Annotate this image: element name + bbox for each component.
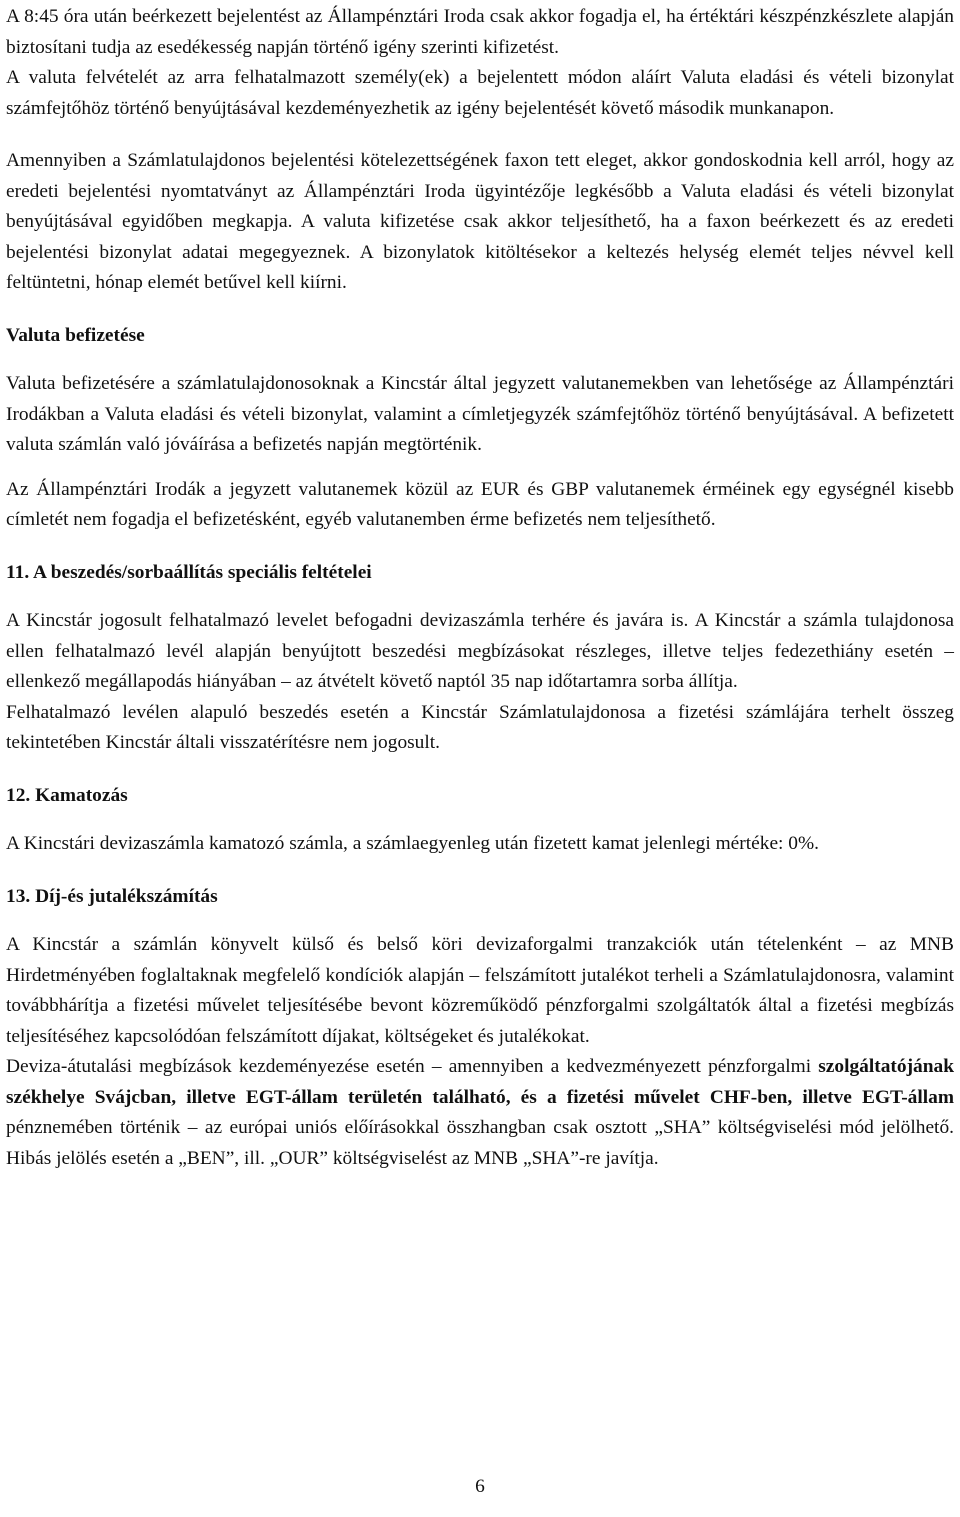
paragraph-late-notification: A 8:45 óra után beérkezett bejelentést az Állampénztári Iroda csak akkor fogadja el, ha értéktári készpénzkészlete alapján biztosítani tudja az esedékesség napján történő igény szerinti kifizetést. bbox=[6, 6, 954, 58]
paragraph-withdrawal: A valuta felvételét az arra felhatalmazott személy(ek) a bejelentett módon aláírt Valuta eladási és vételi bizonylat számfejtőhöz történő benyújtásával kezdeményezhetik az igény bejelentését követő második munkanapon. bbox=[6, 67, 954, 119]
heading-section-13: 13. Díj-és jutalékszámítás bbox=[6, 885, 218, 907]
transfer-text-bold: szolgáltatójának székhelye Svájcban, illetve EGT-állam területén található, és a fizetési művelet CHF-ben, illetve EGT-állam bbox=[6, 1056, 954, 1108]
paragraph-transfer-orders bbox=[6, 1052, 954, 1174]
paragraph-fax-notification: Amennyiben a Számlatulajdonos bejelentési kötelezettségének faxon tett eleget, akkor gondoskodnia kell arról, hogy az eredeti bejelentési nyomtatványt az Állampénztári Iroda ügyintézője legkésőbb a Valuta eladási és vételi bizonylat benyújtásával egyidőben megkapja. A valuta kifizetése csak akkor teljesíthető, ha a faxon beérkezett és az eredeti bejelentési bizonylat adatai megegyeznek. A bizonylatok kitöltésekor a keltezés helység elemét teljes névvel kell feltüntetni, hónap elemét betűvel kell kiírni. bbox=[6, 150, 954, 293]
heading-valuta-befizetese: Valuta befizetése bbox=[6, 324, 145, 346]
document-page bbox=[6, 0, 954, 1174]
paragraph-deposit: Valuta befizetésére a számlatulajdonosoknak a Kincstár által jegyzett valutanemekben van lehetősége az Állampénztári Irodákban a Valuta eladási és vételi bizonylat, valamint a címletjegyzék számfejtőhöz történő benyújtásával. A befizetett valuta számlán való jóváírása a befizetés napján megtörténik. bbox=[6, 373, 954, 455]
transfer-text-1: Deviza-átutalási megbízások kezdeményezése esetén – amennyiben a kedvezményezett pénzforgalmi bbox=[6, 1056, 819, 1077]
paragraph-coins: Az Állampénztári Irodák a jegyzett valutanemek közül az EUR és GBP valutanemek érméinek egy egységnél kisebb címletét nem fogadja el befizetésként, egyéb valutanemben érme befizetés nem teljesíthető. bbox=[6, 478, 954, 530]
transfer-text-2: pénznemében történik – az európai uniós előírásokkal összhangban csak osztott „SHA” költségviselési mód jelölhető. Hibás jelölés esetén a „BEN”, ill. „OUR” költségviselést az MNB „SHA”-re javítja. bbox=[6, 1117, 954, 1169]
paragraph-interest: A Kincstári devizaszámla kamatozó számla, a számlaegyenleg után fizetett kamat jelenlegi mértéke: 0%. bbox=[6, 833, 819, 854]
heading-section-11: 11. A beszedés/sorbaállítás speciális feltételei bbox=[6, 561, 372, 583]
paragraph-refund: Felhatalmazó levélen alapuló beszedés esetén a Kincstár Számlatulajdonosa a fizetési számlájára terhelt összeg tekintetében Kincstár általi visszatérítésre nem jogosult. bbox=[6, 701, 954, 753]
paragraph-authorization-letter: A Kincstár jogosult felhatalmazó levelet befogadni devizaszámla terhére és javára is. A Kincstár a számla tulajdonosa ellen felhatalmazó levél alapján benyújtott beszedési megbízásokat részleges, illetve teljes fedezethiány esetén – ellenkező megállapodás hiányában – az átvételt követő naptól 35 nap időtartamra sorba állítja. bbox=[6, 610, 954, 692]
page-number: 6 bbox=[475, 1476, 485, 1497]
heading-section-12: 12. Kamatozás bbox=[6, 784, 128, 806]
paragraph-commission: A Kincstár a számlán könyvelt külső és belső köri devizaforgalmi tranzakciók után tételenként – az MNB Hirdetményében foglaltaknak megfelelő kondíciók alapján – felszámított jutalékot terheli a Számlatulajdonosra, valamint továbbhárítja a fizetési művelet teljesítésébe bevont közreműködő pénzforgalmi szolgáltatók által a fizetési megbízás teljesítéséhez kapcsolódóan felszámított díjakat, költségeket és jutalékokat. bbox=[6, 934, 954, 1047]
